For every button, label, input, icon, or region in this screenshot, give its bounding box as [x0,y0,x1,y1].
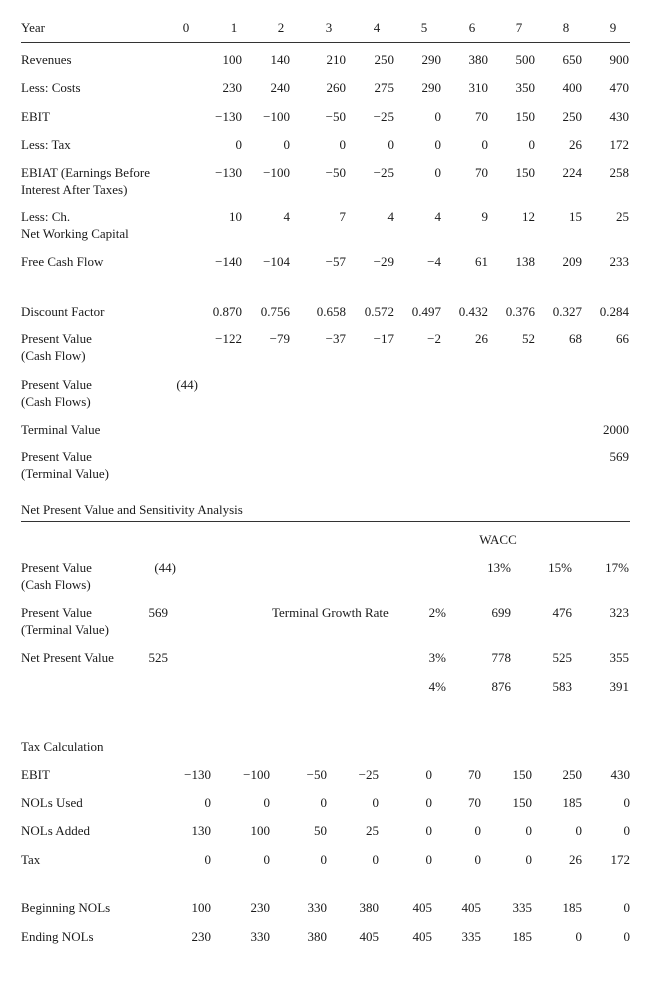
tax-ebit-cell: 70 [468,767,481,782]
year-header-7: 7 [515,20,523,35]
row-ebiat-earnings-before-cell: −50 [325,165,346,180]
nol-beginning-nols-cell: 185 [562,900,582,915]
pv-cash-flows-value: (44) [176,377,198,392]
tax-nols-added-cell: 50 [314,823,327,838]
nol-ending-nols-cell: 0 [575,929,582,944]
nol-beginning-nols-cell: 230 [250,900,270,915]
row-less-ch-cell: 4 [434,209,441,224]
row-less-tax-cell: 172 [609,137,629,152]
npv-pv-terminal-value: 569 [148,605,168,620]
nol-ending-nols-cell: 0 [623,929,630,944]
row-less-ch-cell: 25 [616,209,629,224]
tax-nols-used-cell: 70 [468,795,481,810]
discount-factor-cell: 0.327 [552,304,582,319]
terminal-value: 2000 [603,422,629,437]
row-ebiat-earnings-before-cell: 258 [609,165,629,180]
sensitivity-cell: 778 [491,650,511,665]
discount-factor-cell: 0.870 [212,304,242,319]
row-less-ch-cell: 7 [339,209,346,224]
nol-ending-nols-cell: 230 [191,929,211,944]
npv-pv-terminal-label: Present Value [21,605,92,620]
wacc-value: 13% [487,560,511,575]
tax-tax-cell: 172 [610,852,630,867]
tax-nols-added-label: NOLs Added [21,823,90,838]
row-less-ch-cell: 9 [481,209,488,224]
row-free-cash-flow-cell: 233 [609,254,629,269]
row-less-tax-label: Less: Tax [21,137,71,152]
tax-ebit-cell: −50 [306,767,327,782]
row-less-ch-cell: 15 [569,209,582,224]
pv-cash-flow-cell: −37 [325,331,346,346]
row-revenues-label: Revenues [21,52,72,67]
sensitivity-cell: 391 [609,679,629,694]
tax-nols-added-cell: 0 [474,823,481,838]
row-less-costs-label: Less: Costs [21,80,81,95]
discount-factor-cell: 0.572 [364,304,394,319]
terminal-value-label: Terminal Value [21,422,101,437]
row-less-tax-cell: 0 [481,137,488,152]
row-ebit-cell: 430 [609,109,629,124]
tax-ebit-cell: −130 [184,767,211,782]
pv-cash-flow-label: Present Value [21,331,92,346]
net-present-value-label: Net Present Value [21,650,114,665]
row-revenues-cell: 250 [374,52,394,67]
tax-nols-used-cell: 0 [623,795,630,810]
row-ebit-cell: 0 [434,109,441,124]
npv-section-title: Net Present Value and Sensitivity Analysis [21,502,243,517]
row-ebiat-earnings-before-cell: −130 [215,165,242,180]
row-revenues-cell: 500 [515,52,535,67]
row-ebit-cell: 150 [515,109,535,124]
row-less-costs-cell: 260 [326,80,346,95]
nol-ending-nols-cell: 185 [512,929,532,944]
net-present-value: 525 [148,650,168,665]
discount-factor-cell: 0.658 [316,304,346,319]
nol-beginning-nols-label: Beginning NOLs [21,900,111,915]
row-ebiat-earnings-before-cell: −100 [263,165,290,180]
row-free-cash-flow-cell: −57 [325,254,346,269]
row-free-cash-flow-cell: −104 [263,254,290,269]
sensitivity-cell: 699 [491,605,511,620]
row-less-costs-cell: 310 [468,80,488,95]
row-less-ch-label-line2: Net Working Capital [21,226,129,241]
discount-factor-cell: 0.376 [505,304,535,319]
pv-cash-flow-cell: 66 [616,331,629,346]
npv-pv-cash-flows-label: Present Value [21,560,92,575]
year-header-6: 6 [468,20,476,35]
nol-ending-nols-cell: 405 [359,929,379,944]
growth-rate: 3% [428,650,446,665]
tax-nols-added-cell: 0 [575,823,582,838]
row-less-tax-cell: 0 [528,137,535,152]
pv-terminal-label: Present Value [21,449,92,464]
row-less-ch-cell: 4 [283,209,290,224]
tax-tax-cell: 0 [372,852,379,867]
row-ebiat-earnings-before-cell: 224 [562,165,582,180]
pv-cash-flow-cell: −79 [269,331,290,346]
year-header-9: 9 [609,20,617,35]
nol-ending-nols-cell: 335 [461,929,481,944]
tax-ebit-cell: 250 [562,767,582,782]
growth-rate: 4% [428,679,446,694]
row-ebiat-earnings-before-label: EBIAT (Earnings Before [21,165,151,180]
tax-nols-added-cell: 100 [250,823,270,838]
tax-nols-added-cell: 130 [191,823,211,838]
row-revenues-cell: 210 [326,52,346,67]
sensitivity-cell: 876 [491,679,511,694]
row-less-costs-cell: 230 [222,80,242,95]
year-header-1: 1 [230,20,238,35]
pv-cash-flow-label-line2: (Cash Flow) [21,348,86,363]
header-rule [21,42,630,43]
row-ebit-cell: −50 [325,109,346,124]
row-free-cash-flow-cell: 61 [475,254,488,269]
tax-tax-cell: 0 [474,852,481,867]
row-less-costs-cell: 470 [609,80,629,95]
pv-cash-flows-label: Present Value [21,377,92,392]
tax-nols-added-cell: 25 [366,823,379,838]
tax-tax-cell: 0 [525,852,532,867]
npv-pv-terminal-label-line2: (Terminal Value) [21,622,110,637]
tax-nols-used-cell: 0 [372,795,379,810]
row-less-ch-cell: 4 [387,209,394,224]
row-less-tax-cell: 0 [339,137,346,152]
year-header-2: 2 [277,20,285,35]
nol-beginning-nols-cell: 330 [307,900,327,915]
tax-ebit-cell: −25 [358,767,379,782]
row-free-cash-flow-cell: −140 [215,254,242,269]
year-header-0: 0 [182,20,190,35]
row-less-tax-cell: 26 [569,137,582,152]
wacc-value: 17% [605,560,629,575]
row-ebit-cell: −130 [215,109,242,124]
row-revenues-cell: 900 [609,52,629,67]
tax-nols-used-cell: 0 [204,795,211,810]
row-revenues-cell: 290 [421,52,441,67]
pv-cash-flow-cell: −17 [373,331,394,346]
tax-tax-cell: 0 [204,852,211,867]
nol-beginning-nols-cell: 405 [412,900,432,915]
row-revenues-cell: 380 [468,52,488,67]
nol-ending-nols-cell: 330 [250,929,270,944]
discount-factor-cell: 0.497 [411,304,441,319]
sensitivity-cell: 525 [552,650,572,665]
tax-calc-title: Tax Calculation [21,739,104,754]
row-less-costs-cell: 400 [562,80,582,95]
tax-ebit-cell: −100 [243,767,270,782]
nol-ending-nols-cell: 405 [412,929,432,944]
nol-ending-nols-label: Ending NOLs [21,929,94,944]
year-header-label: Year [21,20,45,35]
tax-nols-added-cell: 0 [623,823,630,838]
row-less-tax-cell: 0 [235,137,242,152]
tax-nols-used-cell: 0 [263,795,270,810]
row-revenues-cell: 140 [270,52,290,67]
growth-rate: 2% [428,605,446,620]
sensitivity-cell: 355 [609,650,629,665]
tax-nols-used-cell: 0 [320,795,327,810]
pv-cash-flow-cell: −2 [427,331,441,346]
row-free-cash-flow-label: Free Cash Flow [21,254,104,269]
row-revenues-cell: 650 [562,52,582,67]
discount-factor-cell: 0.284 [599,304,629,319]
nol-beginning-nols-cell: 100 [191,900,211,915]
year-header-4: 4 [373,20,381,35]
row-ebit-cell: 70 [475,109,488,124]
pv-cash-flow-cell: −122 [215,331,242,346]
tax-ebit-label: EBIT [21,767,50,782]
row-ebiat-earnings-before-cell: 0 [434,165,441,180]
nol-beginning-nols-cell: 405 [461,900,481,915]
row-ebiat-earnings-before-cell: 150 [515,165,535,180]
tax-nols-used-cell: 185 [562,795,582,810]
npv-pv-cash-flows-label-line2: (Cash Flows) [21,577,91,592]
row-less-ch-label: Less: Ch. [21,209,71,224]
row-ebiat-earnings-before-cell: −25 [373,165,394,180]
discount-factor-cell: 0.432 [458,304,488,319]
pv-terminal-value: 569 [609,449,629,464]
sensitivity-cell: 476 [552,605,572,620]
tax-nols-used-label: NOLs Used [21,795,83,810]
wacc-label: WACC [479,532,517,547]
nol-beginning-nols-cell: 0 [623,900,630,915]
nol-beginning-nols-cell: 380 [359,900,379,915]
npv-section-rule [21,521,630,522]
row-free-cash-flow-cell: −29 [373,254,394,269]
row-revenues-cell: 100 [222,52,242,67]
row-less-costs-cell: 240 [270,80,290,95]
sensitivity-cell: 583 [552,679,572,694]
tax-tax-cell: 26 [569,852,582,867]
terminal-growth-rate-label: Terminal Growth Rate [272,605,389,620]
tax-nols-used-cell: 0 [425,795,432,810]
row-less-costs-cell: 290 [421,80,441,95]
discount-factor-label: Discount Factor [21,304,105,319]
row-less-costs-cell: 275 [374,80,394,95]
tax-ebit-cell: 150 [512,767,532,782]
nol-ending-nols-cell: 380 [307,929,327,944]
pv-cash-flow-cell: 52 [522,331,535,346]
row-less-tax-cell: 0 [283,137,290,152]
row-less-ch-cell: 12 [522,209,535,224]
row-ebit-cell: −100 [263,109,290,124]
row-less-costs-cell: 350 [515,80,535,95]
row-less-tax-cell: 0 [387,137,394,152]
row-free-cash-flow-cell: 138 [515,254,535,269]
row-less-ch-cell: 10 [229,209,242,224]
wacc-value: 15% [548,560,572,575]
pv-terminal-label-line2: (Terminal Value) [21,466,110,481]
row-ebit-cell: 250 [562,109,582,124]
discount-factor-cell: 0.756 [260,304,290,319]
year-header-5: 5 [420,20,428,35]
row-ebit-label: EBIT [21,109,50,124]
nol-beginning-nols-cell: 335 [512,900,532,915]
tax-tax-label: Tax [21,852,41,867]
sensitivity-cell: 323 [609,605,629,620]
pv-cash-flows-label-line2: (Cash Flows) [21,394,91,409]
row-less-tax-cell: 0 [434,137,441,152]
tax-ebit-cell: 430 [610,767,630,782]
tax-tax-cell: 0 [263,852,270,867]
year-header-3: 3 [325,20,333,35]
npv-pv-cash-flows-value: (44) [154,560,176,575]
row-ebiat-earnings-before-label-line2: Interest After Taxes) [21,182,128,197]
year-header-8: 8 [562,20,570,35]
tax-nols-used-cell: 150 [512,795,532,810]
row-free-cash-flow-cell: 209 [562,254,582,269]
tax-tax-cell: 0 [320,852,327,867]
tax-nols-added-cell: 0 [425,823,432,838]
tax-nols-added-cell: 0 [525,823,532,838]
row-ebit-cell: −25 [373,109,394,124]
pv-cash-flow-cell: 26 [475,331,488,346]
row-ebiat-earnings-before-cell: 70 [475,165,488,180]
tax-tax-cell: 0 [425,852,432,867]
row-free-cash-flow-cell: −4 [427,254,441,269]
tax-ebit-cell: 0 [425,767,432,782]
pv-cash-flow-cell: 68 [569,331,582,346]
